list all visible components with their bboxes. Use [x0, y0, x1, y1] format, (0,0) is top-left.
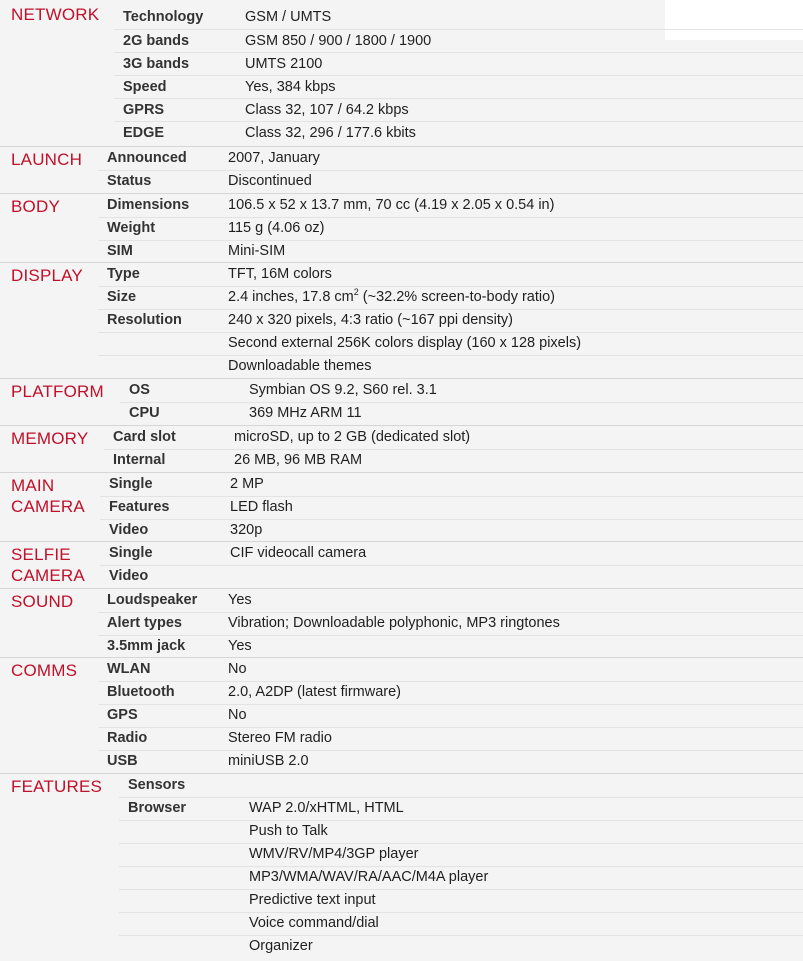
spec-value: 106.5 x 52 x 13.7 mm, 70 cc (4.19 x 2.05 x 0.54 in): [228, 197, 555, 213]
spec-value: 2.0, A2DP (latest firmware): [228, 684, 401, 700]
spec-key: Speed: [123, 79, 167, 95]
spec-key: Announced: [107, 150, 187, 166]
spec-key: Dimensions: [107, 197, 190, 213]
spec-key: 3.5mm jack: [107, 638, 186, 654]
spec-key: 2G bands: [123, 33, 190, 49]
spec-row: [0, 843, 803, 866]
spec-row: [0, 565, 803, 588]
spec-key: Status: [107, 173, 152, 189]
spec-value: 369 MHz ARM 11: [249, 405, 362, 421]
spec-row: [0, 866, 803, 889]
spec-key: Card slot: [113, 429, 176, 445]
spec-key: Single: [109, 476, 153, 492]
category-features: FEATURES: [11, 777, 103, 796]
section-memory: [0, 425, 803, 473]
spec-row: [0, 797, 803, 820]
spec-value: Class 32, 296 / 177.6 kbits: [245, 125, 416, 141]
spec-value: miniUSB 2.0: [228, 753, 309, 769]
section-features: [0, 773, 803, 961]
spec-value: No: [228, 661, 247, 677]
category-main-camera-line2: CAMERA: [11, 497, 85, 516]
spec-key: Sensors: [128, 777, 186, 793]
spec-row: [0, 30, 803, 53]
spec-key: Features: [109, 499, 170, 515]
spec-key: Type: [107, 266, 140, 282]
spec-value: 2007, January: [228, 150, 320, 166]
spec-row: [0, 658, 803, 681]
spec-value: 115 g (4.06 oz): [228, 220, 325, 236]
spec-row: [0, 147, 803, 170]
category-comms: COMMS: [11, 661, 78, 680]
spec-key: Alert types: [107, 615, 182, 631]
spec-value: No: [228, 707, 247, 723]
spec-value: 2 MP: [230, 476, 264, 492]
spec-row: [0, 912, 803, 935]
spec-key: SIM: [107, 243, 133, 259]
spec-key: USB: [107, 753, 138, 769]
spec-row: [0, 750, 803, 773]
spec-value: WAP 2.0/xHTML, HTML: [249, 800, 404, 816]
spec-row: [0, 889, 803, 912]
spec-row: [0, 681, 803, 704]
section-main-camera: [0, 472, 803, 542]
spec-value: 320p: [230, 522, 263, 538]
spec-value: Second external 256K colors display (160 x 128 pixels): [228, 335, 582, 351]
superscript: 2: [353, 287, 359, 297]
spec-value: Yes: [228, 638, 252, 654]
spec-row: [0, 76, 803, 99]
section-launch: [0, 146, 803, 194]
spec-key: EDGE: [123, 125, 165, 141]
spec-row: [0, 774, 803, 797]
spec-value: microSD, up to 2 GB (dedicated slot): [234, 429, 471, 445]
spec-row: [0, 496, 803, 519]
spec-value: GSM / UMTS: [245, 9, 332, 25]
spec-row: [0, 170, 803, 193]
spec-key: Size: [107, 289, 137, 305]
spec-key: 3G bands: [123, 56, 190, 72]
spec-row: [0, 332, 803, 355]
category-sound: SOUND: [11, 592, 74, 611]
section-comms: [0, 657, 803, 774]
spec-value: Predictive text input: [249, 892, 376, 908]
section-selfie-camera: [0, 541, 803, 589]
spec-value: Mini-SIM: [228, 243, 286, 259]
section-display: [0, 262, 803, 379]
spec-value: Downloadable themes: [228, 358, 372, 374]
spec-value: [228, 286, 555, 309]
spec-value: Push to Talk: [249, 823, 328, 839]
spec-row: [0, 99, 803, 122]
spec-row: [0, 355, 803, 378]
spec-row: [0, 635, 803, 658]
spec-row: [0, 53, 803, 76]
spec-row: [0, 589, 803, 612]
spec-row: [0, 286, 803, 309]
spec-value: 26 MB, 96 MB RAM: [234, 452, 363, 468]
spec-key: Loudspeaker: [107, 592, 198, 608]
spec-key: Internal: [113, 452, 166, 468]
category-selfie-camera-line2: CAMERA: [11, 566, 85, 585]
spec-row: [0, 240, 803, 263]
category-main-camera-line1: MAIN: [11, 476, 55, 495]
spec-value: WMV/RV/MP4/3GP player: [249, 846, 419, 862]
spec-value: Yes, 384 kbps: [245, 79, 336, 95]
spec-value: UMTS 2100: [245, 56, 323, 72]
category-selfie-camera-line1: SELFIE: [11, 545, 71, 564]
spec-row: [0, 704, 803, 727]
spec-value: LED flash: [230, 499, 293, 515]
spec-value: Vibration; Downloadable polyphonic, MP3 ringtones: [228, 615, 560, 631]
spec-row: [0, 6, 803, 29]
spec-key: Weight: [107, 220, 156, 236]
display-size-ratio: (~32.2% screen-to-body ratio): [358, 289, 556, 305]
spec-row: [0, 820, 803, 843]
category-display: DISPLAY: [11, 266, 83, 285]
spec-row: [0, 309, 803, 332]
spec-key: Bluetooth: [107, 684, 175, 700]
spec-row: [0, 519, 803, 542]
spec-value: TFT, 16M colors: [228, 266, 332, 282]
spec-key: Single: [109, 545, 153, 561]
spec-row: [0, 263, 803, 286]
spec-value: Stereo FM radio: [228, 730, 332, 746]
spec-value: Voice command/dial: [249, 915, 379, 931]
section-sound: [0, 588, 803, 658]
spec-row: [0, 727, 803, 750]
spec-value: Yes: [228, 592, 252, 608]
spec-value: Discontinued: [228, 173, 312, 189]
spec-row: [0, 194, 803, 217]
display-size-value: 2.4 inches, 17.8 cm: [228, 289, 354, 305]
spec-row: [0, 449, 803, 472]
category-memory: MEMORY: [11, 429, 89, 448]
category-launch: LAUNCH: [11, 150, 83, 169]
spec-row: [0, 426, 803, 449]
spec-key: CPU: [129, 405, 160, 421]
spec-row: [0, 473, 803, 496]
spec-value: Class 32, 107 / 64.2 kbps: [245, 102, 409, 118]
spec-key: OS: [129, 382, 150, 398]
spec-row: [0, 217, 803, 240]
spec-row: [0, 612, 803, 635]
category-body: BODY: [11, 197, 60, 216]
spec-row: [0, 935, 803, 958]
spec-row: [0, 402, 803, 425]
category-network: NETWORK: [11, 5, 100, 24]
section-body: [0, 193, 803, 263]
spec-row: [0, 122, 803, 145]
spec-key: Video: [109, 568, 149, 584]
spec-value: 240 x 320 pixels, 4:3 ratio (~167 ppi density): [228, 312, 513, 328]
spec-value: Organizer: [249, 938, 313, 954]
spec-key: Browser: [128, 800, 187, 816]
spec-key: Radio: [107, 730, 148, 746]
spec-key: Resolution: [107, 312, 182, 328]
category-platform: PLATFORM: [11, 382, 104, 401]
spec-value: MP3/WMA/WAV/RA/AAC/M4A player: [249, 869, 489, 885]
spec-key: Technology: [123, 9, 204, 25]
section-network: [0, 0, 803, 146]
section-platform: [0, 378, 803, 426]
spec-row: [0, 379, 803, 402]
spec-value: Symbian OS 9.2, S60 rel. 3.1: [249, 382, 437, 398]
spec-key: WLAN: [107, 661, 151, 677]
spec-value: CIF videocall camera: [230, 545, 367, 561]
spec-value: GSM 850 / 900 / 1800 / 1900: [245, 33, 432, 49]
spec-row: [0, 542, 803, 565]
spec-key: GPRS: [123, 102, 165, 118]
spec-key: Video: [109, 522, 149, 538]
spec-key: GPS: [107, 707, 138, 723]
